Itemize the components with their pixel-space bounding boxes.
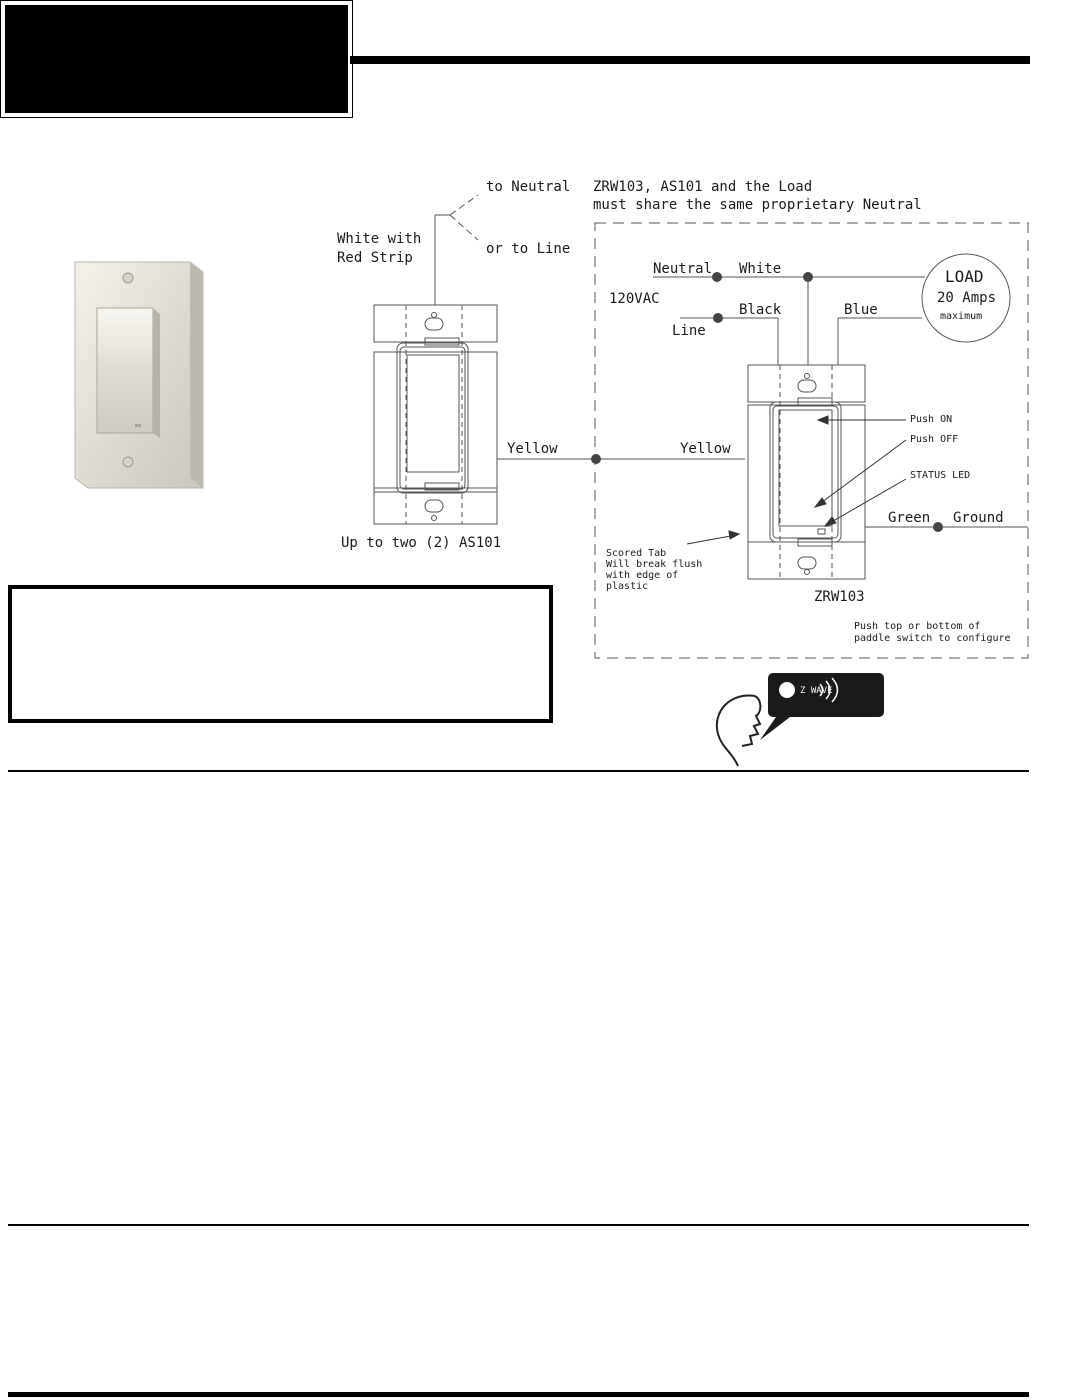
switch-photo [75, 262, 203, 488]
label-status-led: STATUS LED [910, 470, 971, 481]
zrw103-device [748, 365, 865, 579]
label-line: Line [672, 323, 706, 339]
speaking-head [717, 695, 761, 766]
label-or-to-line: or to Line [486, 241, 571, 257]
footer-rule [8, 1392, 1029, 1397]
zwave-logo [760, 673, 884, 740]
label-scored-4: plastic [606, 581, 649, 592]
label-yellow-left: Yellow [507, 441, 558, 457]
enclosure-box [595, 223, 1028, 658]
label-push-on: Push ON [910, 414, 953, 425]
label-push-cfg-1: Push top or bottom of [854, 621, 981, 632]
label-scored-3: with edge of [606, 570, 679, 581]
label-load-max: maximum [940, 311, 983, 322]
wire-load-blue [838, 318, 922, 365]
label-up-to-two: Up to two (2) AS101 [341, 535, 502, 551]
section-rule-2 [8, 1224, 1029, 1226]
as101-device [374, 305, 497, 524]
label-blue: Blue [844, 302, 878, 318]
label-load: LOAD [945, 267, 984, 286]
leader-arrows [687, 416, 906, 544]
label-ground: Ground [953, 510, 1004, 526]
label-zrw103: ZRW103 [814, 589, 865, 605]
label-push-off: Push OFF [910, 434, 959, 445]
label-120vac: 120VAC [609, 291, 660, 307]
wire-white-red [435, 195, 478, 305]
label-scored-1: Scored Tab [606, 548, 667, 559]
label-white-with: White with [337, 231, 422, 247]
label-red-strip: Red Strip [337, 250, 413, 266]
label-yellow-right: Yellow [680, 441, 731, 457]
label-black: Black [739, 302, 782, 318]
label-share-note-1: ZRW103, AS101 and the Load [593, 179, 813, 195]
note-box [8, 585, 553, 723]
wire-line [680, 313, 778, 365]
label-load-amps: 20 Amps [937, 290, 997, 306]
label-green: Green [888, 510, 931, 526]
zwave-logo-text: Z WAVE [800, 686, 833, 696]
label-push-cfg-2: paddle switch to configure [854, 633, 1011, 644]
label-neutral: Neutral [653, 261, 713, 277]
label-scored-2: Will break flush [606, 559, 703, 570]
section-rule-1 [8, 770, 1029, 772]
label-to-neutral: to Neutral [486, 179, 571, 195]
label-share-note-2: must share the same proprietary Neutral [593, 197, 922, 213]
label-white: White [739, 261, 782, 277]
